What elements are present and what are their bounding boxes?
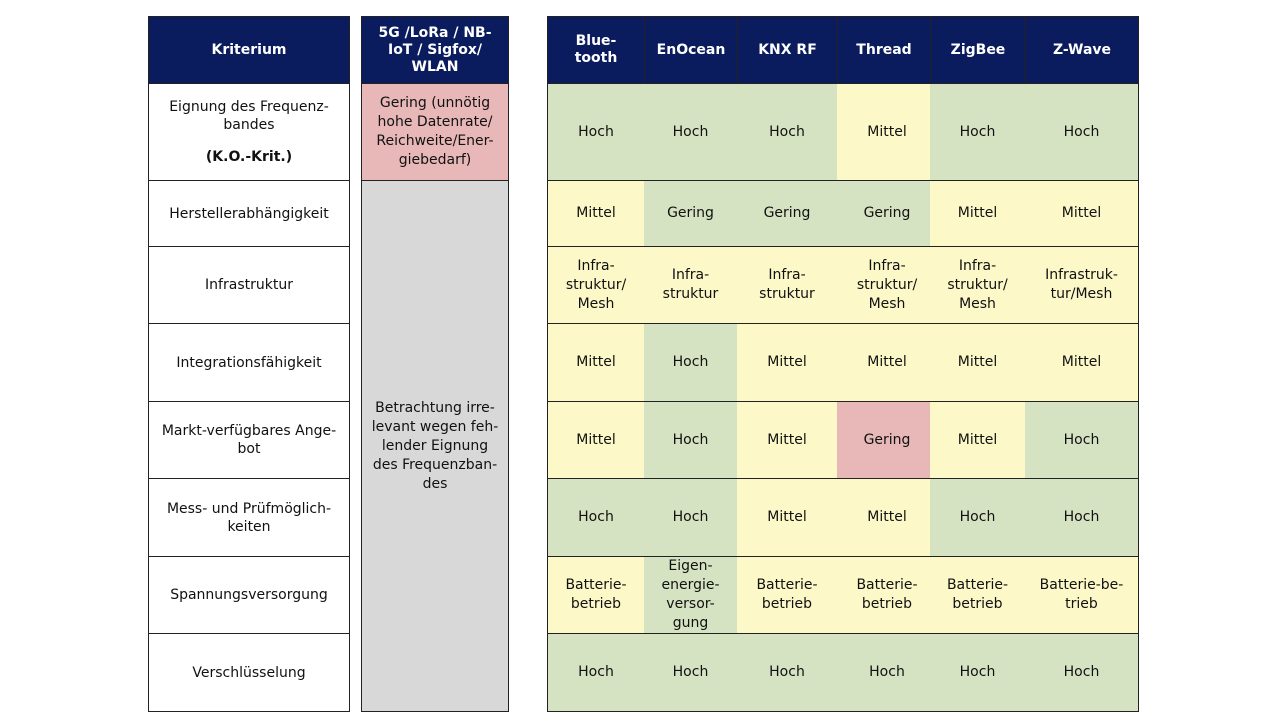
header-tech-enocean: EnOcean [644, 16, 738, 84]
rating-cell-bluetooth: Hoch [547, 634, 645, 712]
rating-cell-z-wave: Mittel [1025, 324, 1139, 402]
header-tech-bluetooth: Blue- tooth [547, 16, 645, 84]
ko-criterion-note: (K.O.-Krit.) [205, 149, 293, 165]
rating-cell-knx-rf: Mittel [737, 479, 838, 557]
rating-cell-enocean: Hoch [644, 84, 738, 181]
rating-cell-knx-rf: Hoch [737, 634, 838, 712]
header-tech-z-wave: Z-Wave [1025, 16, 1139, 84]
rating-cell-enocean: Hoch [644, 324, 738, 402]
rating-cell-z-wave: Hoch [1025, 402, 1139, 479]
rating-cell-knx-rf: Gering [737, 181, 838, 247]
rating-cell-thread: Mittel [837, 324, 938, 402]
rating-cell-z-wave: Hoch [1025, 634, 1139, 712]
rating-cell-enocean: Hoch [644, 634, 738, 712]
rating-cell-bluetooth: Mittel [547, 402, 645, 479]
criterion-label: Integrationsfähigkeit [176, 354, 322, 371]
rating-cell-thread: Mittel [837, 84, 938, 181]
header-cellular: 5G /LoRa / NB- IoT / Sigfox/ WLAN [361, 16, 509, 84]
criterion-label: Herstellerabhängigkeit [169, 205, 329, 222]
cellular-irrelevant-note: Betrachtung irre- levant wegen feh- lender Eignung des Frequenzban- des [361, 180, 509, 712]
criterion-label: Eignung des Frequenz- bandes [169, 99, 329, 133]
rating-cell-enocean: Infra- struktur [644, 247, 738, 324]
rating-cell-thread: Batterie- betrieb [837, 557, 938, 634]
rating-cell-knx-rf: Infra- struktur [737, 247, 838, 324]
rating-cell-knx-rf: Batterie- betrieb [737, 557, 838, 634]
criterion-integration [148, 324, 350, 402]
rating-cell-knx-rf: Hoch [737, 84, 838, 181]
rating-cell-bluetooth: Batterie- betrieb [547, 557, 645, 634]
criterion-market-offer [148, 402, 350, 479]
header-tech-zigbee: ZigBee [930, 16, 1026, 84]
header-criterion: Kriterium [148, 16, 350, 84]
header-tech-knx-rf: KNX RF [737, 16, 838, 84]
rating-cell-thread: Infra- struktur/ Mesh [837, 247, 938, 324]
criterion-measurement [148, 479, 350, 557]
criterion-frequency [148, 84, 350, 181]
criterion-label: Verschlüsselung [192, 664, 306, 681]
rating-cell-zigbee: Hoch [930, 479, 1026, 557]
rating-cell-enocean: Gering [644, 181, 738, 247]
rating-cell-thread: Mittel [837, 479, 938, 557]
rating-cell-z-wave: Infrastruk- tur/Mesh [1025, 247, 1139, 324]
criterion-label: Infrastruktur [205, 277, 293, 293]
rating-cell-thread: Gering [837, 402, 938, 479]
criterion-power-supply [148, 557, 350, 634]
rating-cell-enocean: Hoch [644, 479, 738, 557]
rating-cell-zigbee: Infra- struktur/ Mesh [930, 247, 1026, 324]
criterion-label: Mess- und Prüfmöglich- keiten [166, 500, 332, 535]
rating-cell-enocean: Eigen- energie- versor- gung [644, 557, 738, 634]
rating-cell-thread: Gering [837, 181, 938, 247]
rating-cell-zigbee: Mittel [930, 402, 1026, 479]
rating-cell-bluetooth: Hoch [547, 479, 645, 557]
rating-cell-zigbee: Batterie- betrieb [930, 557, 1026, 634]
rating-cell-bluetooth: Mittel [547, 324, 645, 402]
rating-cell-zigbee: Mittel [930, 181, 1026, 247]
rating-cell-bluetooth: Mittel [547, 181, 645, 247]
rating-cell-knx-rf: Mittel [737, 324, 838, 402]
header-tech-thread: Thread [837, 16, 931, 84]
rating-cell-bluetooth: Infra- struktur/ Mesh [547, 247, 645, 324]
rating-cell-z-wave: Mittel [1025, 181, 1139, 247]
criterion-infrastructure [148, 247, 350, 324]
rating-cell-zigbee: Hoch [930, 634, 1026, 712]
criterion-encryption [148, 634, 350, 712]
criterion-label: Markt-verfügbares Ange- bot [161, 423, 337, 457]
rating-cell-zigbee: Mittel [930, 324, 1026, 402]
rating-cell-bluetooth: Hoch [547, 84, 645, 181]
rating-cell-z-wave: Batterie-be- trieb [1025, 557, 1139, 634]
cellular-frequency-rating: Gering (unnötig hohe Datenrate/ Reichweite/Ener- giebedarf) [361, 84, 509, 181]
rating-cell-knx-rf: Mittel [737, 402, 838, 479]
rating-cell-thread: Hoch [837, 634, 938, 712]
rating-cell-zigbee: Hoch [930, 84, 1026, 181]
rating-cell-enocean: Hoch [644, 402, 738, 479]
criterion-label: Spannungsversorgung [170, 587, 328, 603]
rating-cell-z-wave: Hoch [1025, 84, 1139, 181]
rating-cell-z-wave: Hoch [1025, 479, 1139, 557]
criterion-vendor-dependency [148, 181, 350, 247]
